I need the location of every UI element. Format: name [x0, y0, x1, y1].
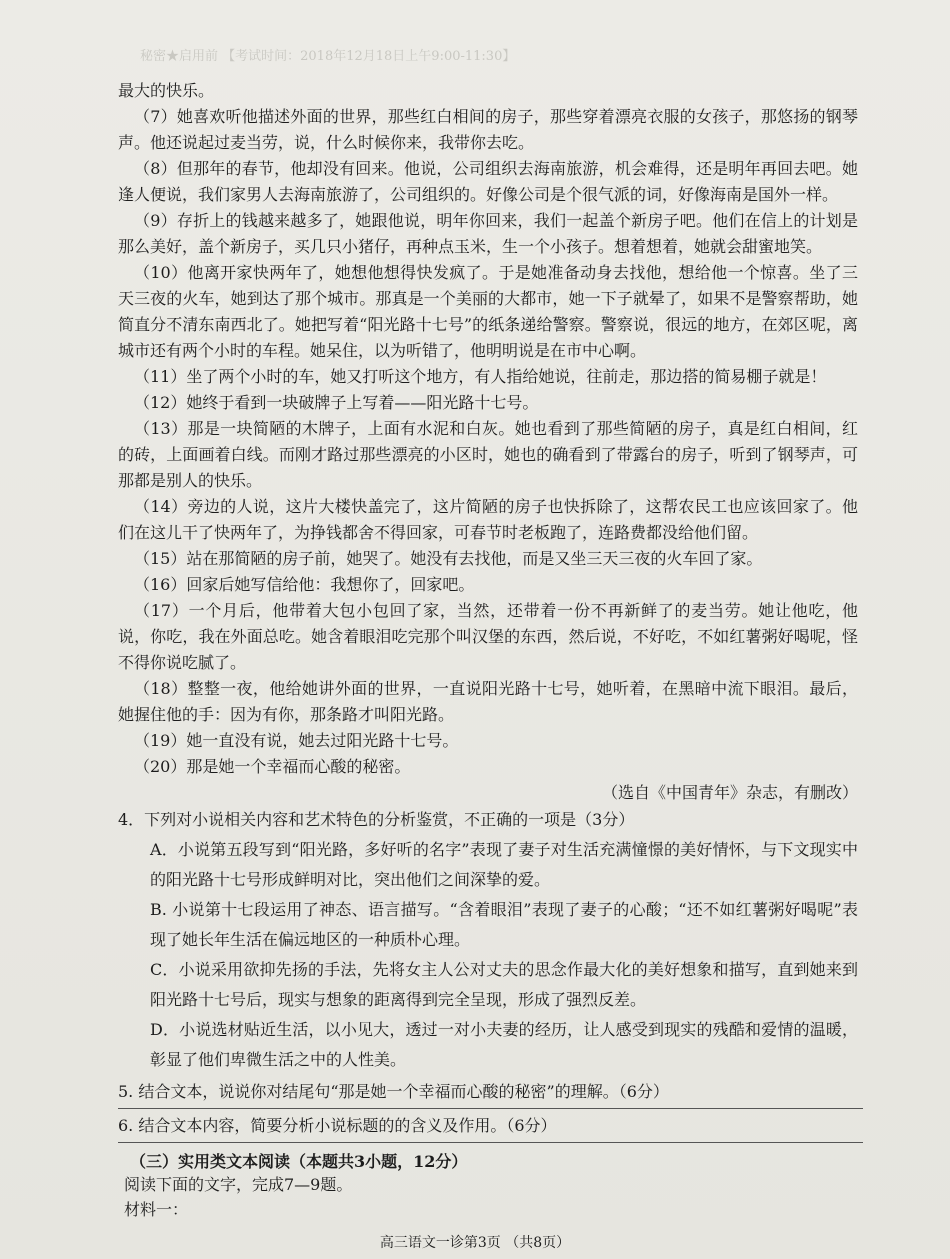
answer-line — [118, 1108, 863, 1109]
section-3-title: （三）实用类文本阅读（本题共3小题，12分） — [130, 1152, 468, 1171]
question-4-stem: 4．下列对小说相关内容和艺术特色的分析鉴赏，不正确的一项是（3分） — [118, 810, 635, 829]
page-footer: 高三语文一诊第3页 （共8页） — [379, 1235, 571, 1251]
section-3-instruction: 阅读下面的文字，完成7—9题。 — [124, 1175, 353, 1194]
paragraph: （8）但那年的春节，他却没有回来。他说，公司组织去海南旅游，机会难得，还是明年再回去吧。她逢人便说，我们家男人去海南旅游了，公司组织的。好像公司是个很气派的词，好像海南是国外一样。 — [118, 159, 858, 204]
source-note: （选自《中国青年》杂志，有删改） — [601, 783, 858, 802]
question-4-option-a: A．小说第五段写到“阳光路，多好听的名字”表现了妻子对生活充满憧憬的美好情怀，与下文现实中的阳光路十七号形成鲜明对比，突出他们之间深挚的爱。 — [150, 840, 858, 889]
question-5: 5. 结合文本，说说你对结尾句“那是她一个幸福而心酸的秘密”的理解。（6分） — [118, 1082, 669, 1101]
question-4-option-d: D．小说选材贴近生活，以小见大，透过一对小夫妻的经历，让人感受到现实的残酷和爱情的温暖，彰显了他们卑微生活之中的人性美。 — [150, 1020, 858, 1069]
paragraph: （7）她喜欢听他描述外面的世界，那些红白相间的房子，那些穿着漂亮衣服的女孩子，那悠扬的钢琴声。他还说起过麦当劳，说，什么时候你来，我带你去吃。 — [118, 107, 858, 152]
question-4-option-b: B. 小说第十七段运用了神态、语言描写。“含着眼泪”表现了妻子的心酸；“还不如红薯粥好喝呢”表现了她长年生活在偏远地区的一种质朴心理。 — [150, 900, 858, 949]
paragraph: （19）她一直没有说，她去过阳光路十七号。 — [134, 731, 459, 750]
paragraph: （18）整整一夜，他给她讲外面的世界，一直说阳光路十七号，她听着，在黑暗中流下眼泪。最后，她握住他的手：因为有你，那条路才叫阳光路。 — [118, 679, 858, 724]
paragraph: （17）一个月后，他带着大包小包回了家，当然，还带着一份不再新鲜了的麦当劳。她让他吃，他说，你吃，我在外面总吃。她含着眼泪吃完那个叫汉堡的东西，然后说，不好吃，不如红薯粥好喝呢，怪不得你说吃腻了。 — [118, 601, 858, 672]
question-4-option-c: C．小说采用欲抑先扬的手法，先将女主人公对丈夫的思念作最大化的美好想象和描写，直到她来到阳光路十七号后，现实与想象的距离得到完全呈现，形成了强烈反差。 — [150, 960, 858, 1009]
paragraph: （12）她终于看到一块破牌子上写着——阳光路十七号。 — [134, 393, 539, 412]
material-1-label: 材料一： — [124, 1200, 189, 1219]
faint-header: 秘密★启用前 【考试时间：2018年12月18日上午9:00-11:30】 — [140, 49, 516, 64]
paragraph: （13）那是一块简陋的木牌子，上面有水泥和白灰。她也看到了那些简陋的房子，真是红白相间，红的砖，上面画着白线。而刚才路过那些漂亮的小区时，她也的确看到了带露台的房子，听到了钢琴声，可那都是别人的快乐。 — [118, 419, 858, 490]
paragraph: （20）那是她一个幸福而心酸的秘密。 — [134, 757, 411, 776]
paragraph: （10）他离开家快两年了，她想他想得快发疯了。于是她准备动身去找他，想给他一个惊喜。坐了三天三夜的火车，她到达了那个城市。那真是一个美丽的大都市，她一下子就晕了，如果不是警察帮助，她简直分不清东南西北了。她把写着“阳光路十七号”的纸条递给警察。警察说，很远的地方，在郊区呢，离城市还有两个小时的车程。她呆住，以为听错了，他明明说是在市中心啊。 — [118, 263, 858, 360]
paragraph: 最大的快乐。 — [118, 81, 215, 100]
paragraph: （15）站在那简陋的房子前，她哭了。她没有去找他，而是又坐三天三夜的火车回了家。 — [134, 549, 763, 568]
paragraph: （11）坐了两个小时的车，她又打听这个地方，有人指给她说，往前走，那边搭的简易棚子就是！ — [134, 367, 827, 386]
answer-line — [118, 1142, 863, 1143]
paragraph: （14）旁边的人说，这片大楼快盖完了，这片简陋的房子也快拆除了，这帮农民工也应该回家了。他们在这儿干了快两年了，为挣钱都舍不得回家，可春节时老板跑了，连路费都没给他们留。 — [118, 497, 858, 542]
question-6: 6. 结合文本内容，简要分析小说标题的的含义及作用。（6分） — [118, 1116, 557, 1135]
paragraph: （9）存折上的钱越来越多了，她跟他说，明年你回来，我们一起盖个新房子吧。他们在信上的计划是那么美好，盖个新房子，买几只小猪仔，再种点玉米，生一个小孩子。想着想着，她就会甜蜜地笑。 — [118, 211, 858, 256]
paragraph: （16）回家后她写信给他：我想你了，回家吧。 — [134, 575, 475, 594]
